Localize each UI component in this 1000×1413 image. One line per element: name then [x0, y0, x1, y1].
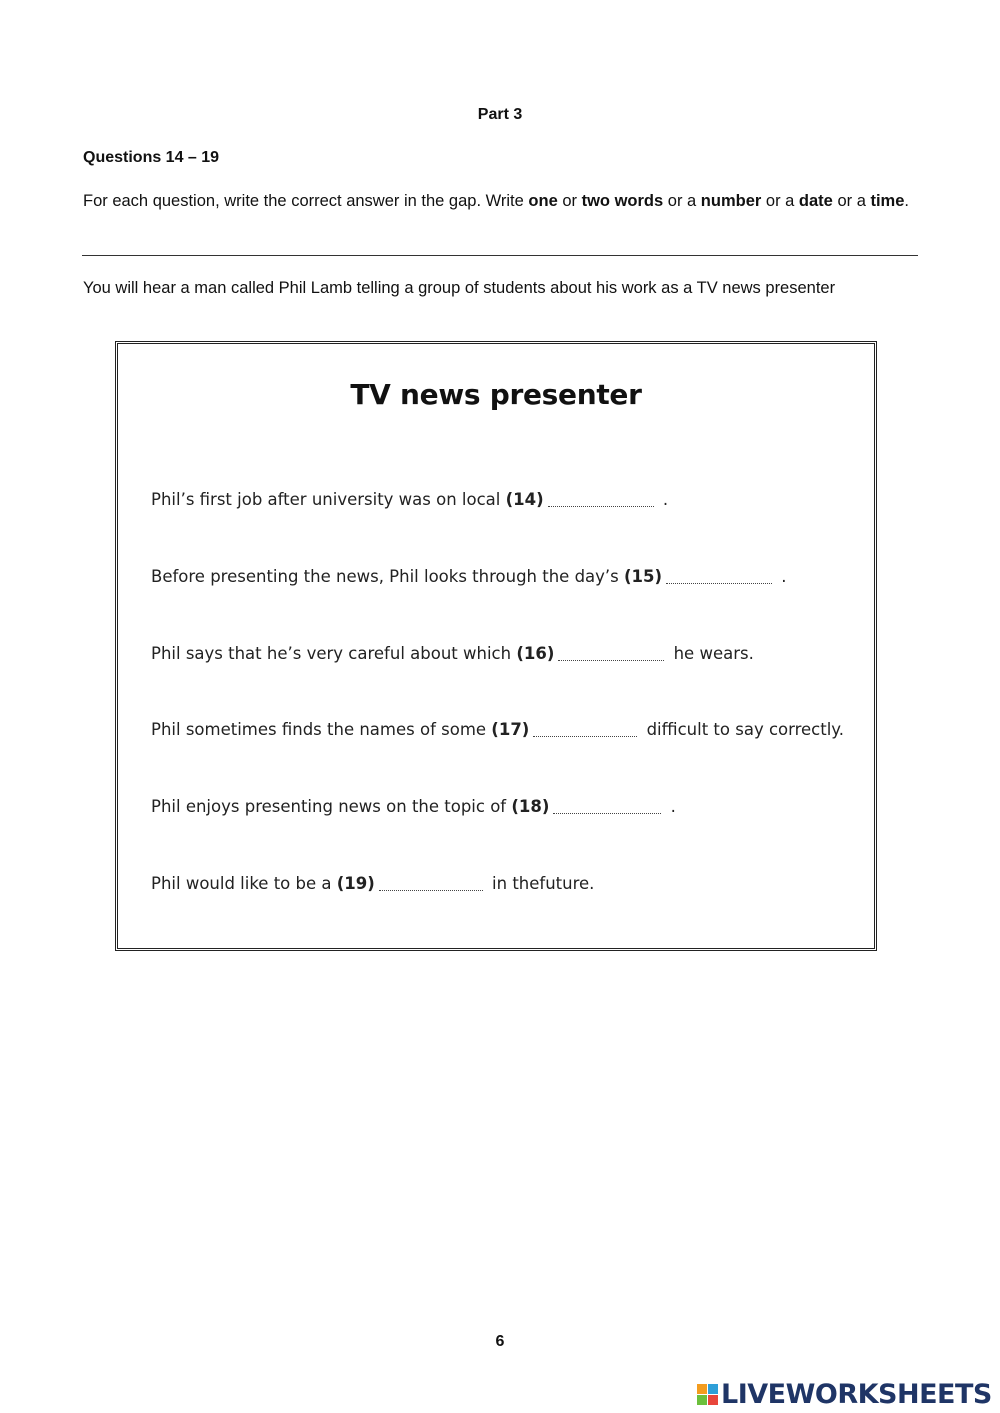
logo-square — [708, 1395, 718, 1405]
notes-box-title: TV news presenter — [350, 378, 642, 411]
instructions-text-4: or a — [761, 192, 799, 210]
divider-rule — [82, 255, 918, 256]
instructions-bold-date: date — [798, 192, 833, 210]
item-text-before: Phil would like to be a — [151, 874, 337, 893]
item-text-after: difficult to say correctly. — [641, 720, 844, 739]
answer-gap-18[interactable] — [553, 812, 661, 814]
question-number: (19) — [336, 874, 375, 893]
item-text-before: Phil’s first job after university was on local — [151, 490, 506, 509]
item-text-before: Before presenting the news, Phil looks through the day’s — [151, 567, 625, 586]
question-item-15 — [151, 567, 787, 586]
notes-box — [115, 341, 877, 951]
instructions-bold-time: time — [870, 192, 905, 210]
logo-square — [708, 1384, 718, 1394]
question-item-19 — [151, 874, 594, 893]
question-number: (16) — [516, 644, 555, 663]
question-number: (14) — [505, 490, 544, 509]
instructions-text-1: For each question, write the correct answer in the gap. Write — [83, 192, 529, 210]
item-text-after: . — [665, 797, 676, 816]
item-text-before: Phil says that he’s very careful about which — [151, 644, 517, 663]
instructions-text-3: or a — [663, 192, 701, 210]
answer-gap-19[interactable] — [379, 889, 483, 891]
item-text-before: Phil sometimes finds the names of some — [151, 720, 492, 739]
question-item-16 — [151, 644, 754, 663]
item-text-after: . — [776, 567, 787, 586]
instructions-bold-two-words: two words — [581, 192, 664, 210]
answer-gap-14[interactable] — [548, 505, 654, 507]
instructions-bold-number: number — [700, 192, 762, 210]
question-item-14 — [151, 490, 668, 509]
instructions-text-2: or — [557, 192, 582, 210]
question-number: (18) — [511, 797, 550, 816]
logo-square — [697, 1395, 707, 1405]
instructions-text-5: or a — [832, 192, 871, 210]
liveworksheets-brand[interactable] — [697, 1377, 992, 1411]
item-text-before: Phil enjoys presenting news on the topic of — [151, 797, 512, 816]
instructions — [83, 190, 913, 212]
instructions-text-6: . — [904, 192, 909, 210]
item-text-after: he wears. — [668, 644, 754, 663]
context-text: You will hear a man called Phil Lamb telling a group of students about his work as a TV news presenter — [83, 279, 836, 297]
part-title: Part 3 — [477, 106, 523, 123]
instructions-bold-one: one — [528, 192, 558, 210]
page-number: 6 — [495, 1333, 505, 1350]
answer-gap-15[interactable] — [666, 582, 772, 584]
question-item-17 — [151, 720, 844, 739]
answer-gap-17[interactable] — [533, 735, 637, 737]
item-text-after: . — [657, 490, 669, 509]
question-number: (15) — [624, 567, 663, 586]
item-text-after: in thefuture. — [486, 874, 595, 893]
question-item-18 — [151, 797, 676, 816]
question-number: (17) — [491, 720, 530, 739]
liveworksheets-logo-icon — [697, 1384, 718, 1405]
logo-square — [697, 1384, 707, 1394]
brand-text: LIVEWORKSHEETS — [721, 1378, 992, 1410]
questions-heading: Questions 14 – 19 — [83, 149, 220, 166]
answer-gap-16[interactable] — [558, 659, 664, 661]
